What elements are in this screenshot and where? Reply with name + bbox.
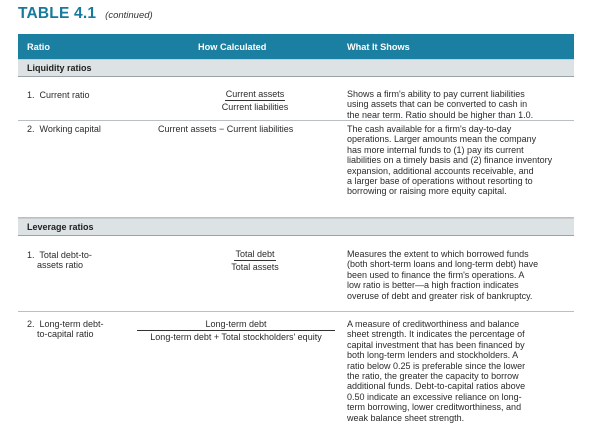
ratio-name-cell bbox=[27, 319, 147, 340]
description-cell bbox=[347, 249, 569, 301]
formula-fraction bbox=[196, 89, 314, 113]
table-row-debt-to-assets bbox=[18, 236, 574, 312]
formula-fraction bbox=[196, 249, 314, 273]
formula-numerator: Total debt bbox=[234, 249, 275, 261]
description-line: weak balance sheet strength. bbox=[347, 412, 465, 423]
ratio-name: Total debt-to- bbox=[39, 250, 92, 260]
table-row-debt-to-capital bbox=[18, 312, 574, 432]
table-row-working-capital bbox=[18, 121, 574, 218]
row-number: 2. bbox=[27, 124, 35, 134]
description-line: borrowing or raising more equity capital. bbox=[347, 186, 507, 197]
description-line: has more internal funds to (1) pay its current bbox=[347, 144, 524, 155]
description-line: sheet strength. It indicates the percentage of bbox=[347, 329, 525, 340]
ratio-name: Current ratio bbox=[39, 90, 90, 100]
table-title: TABLE 4.1 bbox=[18, 5, 97, 22]
description-line: additional funds. Debt-to-capital ratios above bbox=[347, 381, 526, 392]
description-line: ratio below 0.25 is preferable since the lower bbox=[347, 360, 526, 371]
section-leverage-label: Leverage ratios bbox=[27, 222, 94, 232]
formula-denominator: Long-term debt + Total stockholders' equity bbox=[150, 332, 322, 343]
ratio-name-cell bbox=[27, 124, 147, 134]
description-line: been used to finance the firm's operations. A bbox=[347, 269, 525, 280]
section-leverage bbox=[18, 218, 574, 236]
ratio-table bbox=[18, 34, 574, 432]
description-line: 0.50 indicate an excessive reliance on long- bbox=[347, 391, 522, 402]
table-subtitle: (continued) bbox=[105, 10, 153, 21]
description-line: the near term. Ratio should be higher than 1.0. bbox=[347, 109, 534, 120]
ratio-name-continued: to-capital ratio bbox=[37, 329, 94, 340]
description-line: The cash available for a firm's day-to-day bbox=[347, 124, 512, 134]
description-line: the ratio, the greater the capacity to borrow bbox=[347, 371, 519, 382]
formula-fraction bbox=[136, 319, 336, 343]
description-line: term borrowing, lower creditworthiness, and bbox=[347, 402, 522, 413]
row-number: 1. bbox=[27, 250, 35, 260]
row-number: 2. bbox=[27, 319, 35, 329]
formula-denominator: Current liabilities bbox=[221, 102, 289, 113]
description-line: capital investment that has been financed by bbox=[347, 339, 525, 350]
description-cell bbox=[347, 124, 569, 197]
description-line: overuse of debt and greater risk of bankruptcy. bbox=[347, 290, 533, 301]
ratio-name-continued: assets ratio bbox=[37, 260, 84, 271]
section-liquidity-label: Liquidity ratios bbox=[27, 63, 92, 73]
table-caption bbox=[18, 5, 153, 23]
formula-numerator: Long-term debt bbox=[137, 319, 335, 331]
description-line: a larger base of operations without resorting to bbox=[347, 176, 533, 187]
description-line: A measure of creditworthiness and balance bbox=[347, 319, 520, 329]
header-how-calculated: How Calculated bbox=[198, 42, 267, 52]
formula-denominator: Total assets bbox=[231, 262, 279, 273]
description-line: expansion, additional accounts receivable, and bbox=[347, 165, 534, 176]
description-line: liabilities on a timely basis and (2) finance inventory bbox=[347, 155, 553, 166]
description-line: both long-term lenders and stockholders. A bbox=[347, 350, 519, 361]
description-cell bbox=[347, 89, 569, 120]
section-liquidity bbox=[18, 59, 574, 77]
table-row-current-ratio bbox=[18, 77, 574, 121]
ratio-name: Long-term debt- bbox=[39, 319, 104, 329]
formula-text: Current assets − Current liabilities bbox=[158, 124, 294, 134]
header-what-it-shows: What It Shows bbox=[347, 42, 410, 52]
table-header bbox=[18, 34, 574, 59]
header-ratio: Ratio bbox=[27, 42, 50, 52]
formula-numerator: Current assets bbox=[225, 89, 286, 101]
description-line: (both short-term loans and long-term debt) have bbox=[347, 259, 539, 270]
description-line: Measures the extent to which borrowed funds bbox=[347, 249, 529, 259]
description-line: Shows a firm's ability to pay current liabilities bbox=[347, 89, 525, 99]
description-line: operations. Larger amounts mean the company bbox=[347, 134, 537, 145]
description-cell bbox=[347, 319, 569, 423]
description-line: using assets that can be converted to cash in bbox=[347, 99, 528, 110]
row-number: 1. bbox=[27, 90, 35, 100]
ratio-name: Working capital bbox=[39, 124, 101, 134]
description-line: low ratio is better—a high fraction indicates bbox=[347, 280, 519, 291]
ratio-name-cell bbox=[27, 90, 147, 100]
ratio-name-cell bbox=[27, 250, 147, 271]
